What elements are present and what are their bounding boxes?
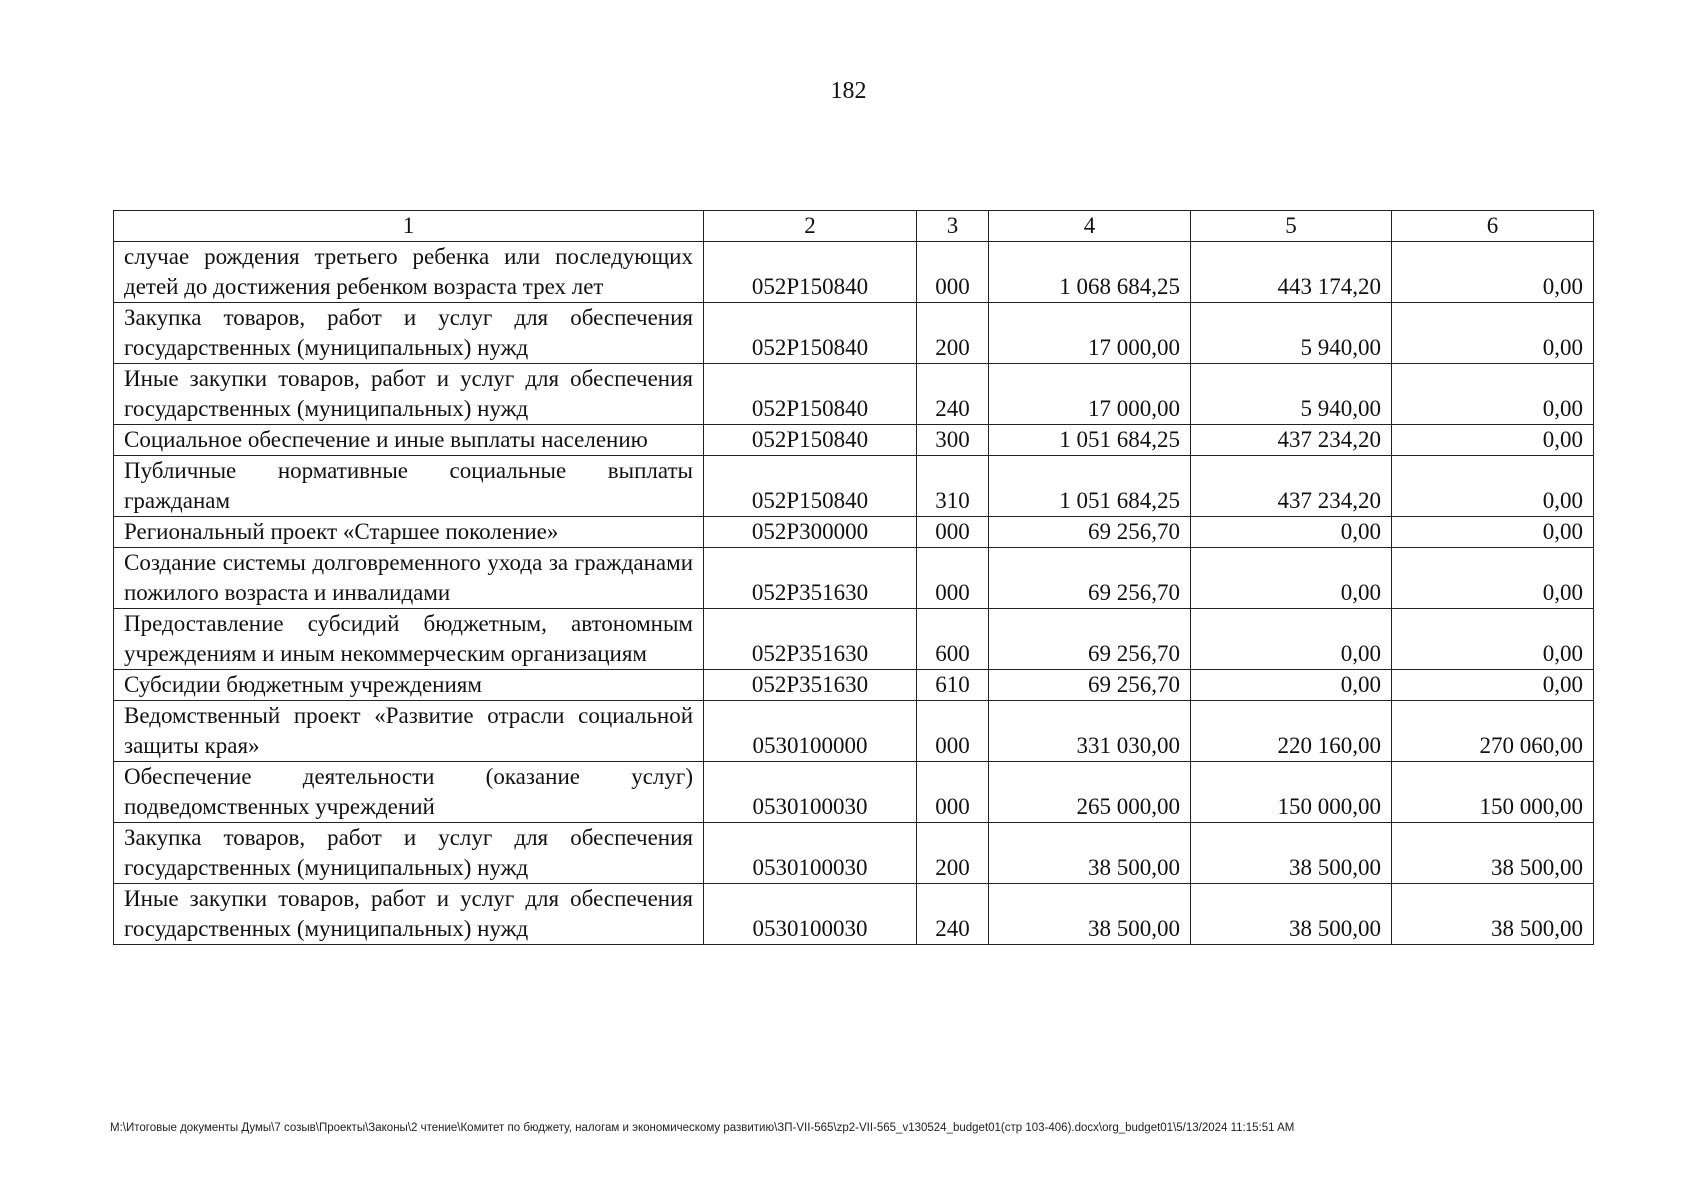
amount-column-4: 331 030,00 (989, 701, 1191, 762)
amount-column-6: 38 500,00 (1392, 884, 1594, 945)
table-row (114, 456, 1594, 517)
target-article-code: 0530100030 (704, 823, 917, 884)
row-description: случае рождения третьего ребенка или последующих детей до достижения ребенком возраста трех лет (114, 242, 704, 303)
table-row (114, 364, 1594, 425)
column-header-2: 2 (704, 211, 917, 242)
table-body (114, 211, 1594, 945)
amount-column-6: 0,00 (1392, 517, 1594, 548)
amount-column-5: 0,00 (1191, 548, 1392, 609)
table-row (114, 609, 1594, 670)
target-article-code: 0530100030 (704, 884, 917, 945)
amount-column-5: 0,00 (1191, 517, 1392, 548)
amount-column-4: 265 000,00 (989, 762, 1191, 823)
row-description: Ведомственный проект «Развитие отрасли социальной защиты края» (114, 701, 704, 762)
row-description: Субсидии бюджетным учреждениям (114, 670, 704, 701)
amount-column-4: 1 051 684,25 (989, 456, 1191, 517)
target-article-code: 052P150840 (704, 364, 917, 425)
target-article-code: 052P351630 (704, 670, 917, 701)
column-header-4: 4 (989, 211, 1191, 242)
budget-table (113, 210, 1594, 945)
expense-type-code: 240 (917, 884, 989, 945)
amount-column-5: 437 234,20 (1191, 456, 1392, 517)
amount-column-6: 0,00 (1392, 242, 1594, 303)
target-article-code: 052P300000 (704, 517, 917, 548)
target-article-code: 052P351630 (704, 548, 917, 609)
amount-column-4: 69 256,70 (989, 548, 1191, 609)
table-row (114, 701, 1594, 762)
column-header-1: 1 (114, 211, 704, 242)
table-row (114, 823, 1594, 884)
expense-type-code: 000 (917, 701, 989, 762)
table-row (114, 762, 1594, 823)
amount-column-6: 0,00 (1392, 425, 1594, 456)
target-article-code: 0530100000 (704, 701, 917, 762)
expense-type-code: 610 (917, 670, 989, 701)
amount-column-6: 0,00 (1392, 303, 1594, 364)
amount-column-6: 150 000,00 (1392, 762, 1594, 823)
row-description: Закупка товаров, работ и услуг для обеспечения государственных (муниципальных) нужд (114, 823, 704, 884)
amount-column-6: 0,00 (1392, 548, 1594, 609)
expense-type-code: 310 (917, 456, 989, 517)
expense-type-code: 600 (917, 609, 989, 670)
table-row (114, 670, 1594, 701)
row-description: Иные закупки товаров, работ и услуг для обеспечения государственных (муниципальных) нужд (114, 364, 704, 425)
amount-column-5: 0,00 (1191, 609, 1392, 670)
amount-column-4: 69 256,70 (989, 517, 1191, 548)
column-header-6: 6 (1392, 211, 1594, 242)
amount-column-6: 270 060,00 (1392, 701, 1594, 762)
amount-column-6: 0,00 (1392, 364, 1594, 425)
target-article-code: 052P150840 (704, 456, 917, 517)
expense-type-code: 000 (917, 548, 989, 609)
page-number: 182 (830, 78, 867, 104)
table-row (114, 548, 1594, 609)
table-row (114, 517, 1594, 548)
header-row (114, 211, 1594, 242)
expense-type-code: 300 (917, 425, 989, 456)
amount-column-4: 1 051 684,25 (989, 425, 1191, 456)
row-description: Закупка товаров, работ и услуг для обеспечения государственных (муниципальных) нужд (114, 303, 704, 364)
amount-column-4: 17 000,00 (989, 303, 1191, 364)
expense-type-code: 000 (917, 517, 989, 548)
expense-type-code: 200 (917, 823, 989, 884)
row-description: Региональный проект «Старшее поколение» (114, 517, 704, 548)
amount-column-6: 0,00 (1392, 609, 1594, 670)
target-article-code: 052P351630 (704, 609, 917, 670)
amount-column-4: 38 500,00 (989, 823, 1191, 884)
expense-type-code: 200 (917, 303, 989, 364)
amount-column-6: 0,00 (1392, 456, 1594, 517)
amount-column-5: 5 940,00 (1191, 364, 1392, 425)
row-description: Обеспечение деятельности (оказание услуг) подведомственных учреждений (114, 762, 704, 823)
row-description: Публичные нормативные социальные выплаты гражданам (114, 456, 704, 517)
amount-column-5: 150 000,00 (1191, 762, 1392, 823)
amount-column-5: 38 500,00 (1191, 823, 1392, 884)
expense-type-code: 240 (917, 364, 989, 425)
amount-column-6: 38 500,00 (1392, 823, 1594, 884)
expense-type-code: 000 (917, 242, 989, 303)
target-article-code: 0530100030 (704, 762, 917, 823)
amount-column-4: 69 256,70 (989, 609, 1191, 670)
amount-column-5: 437 234,20 (1191, 425, 1392, 456)
column-header-5: 5 (1191, 211, 1392, 242)
amount-column-4: 1 068 684,25 (989, 242, 1191, 303)
amount-column-4: 17 000,00 (989, 364, 1191, 425)
table-row (114, 884, 1594, 945)
amount-column-5: 220 160,00 (1191, 701, 1392, 762)
target-article-code: 052P150840 (704, 242, 917, 303)
target-article-code: 052P150840 (704, 425, 917, 456)
amount-column-5: 443 174,20 (1191, 242, 1392, 303)
row-description: Социальное обеспечение и иные выплаты населению (114, 425, 704, 456)
table-row (114, 242, 1594, 303)
amount-column-5: 5 940,00 (1191, 303, 1392, 364)
amount-column-5: 38 500,00 (1191, 884, 1392, 945)
amount-column-6: 0,00 (1392, 670, 1594, 701)
table-row (114, 303, 1594, 364)
column-header-3: 3 (917, 211, 989, 242)
target-article-code: 052P150840 (704, 303, 917, 364)
expense-type-code: 000 (917, 762, 989, 823)
file-path-footer: M:\Итоговые документы Думы\7 созыв\Проекты\Законы\2 чтение\Комитет по бюджету, налогам и экономическому развитию\ЗП-VII-565\zp2-VII-565_v130524_budget01(стр 103-406).docx\org_budget01\5/13/2024 11:15:51 AM (110, 1122, 1295, 1134)
row-description: Создание системы долговременного ухода за гражданами пожилого возраста и инвалидами (114, 548, 704, 609)
row-description: Предоставление субсидий бюджетным, автономным учреждениям и иным некоммерческим организациям (114, 609, 704, 670)
table-row (114, 425, 1594, 456)
amount-column-4: 38 500,00 (989, 884, 1191, 945)
amount-column-5: 0,00 (1191, 670, 1392, 701)
amount-column-4: 69 256,70 (989, 670, 1191, 701)
row-description: Иные закупки товаров, работ и услуг для обеспечения государственных (муниципальных) нужд (114, 884, 704, 945)
